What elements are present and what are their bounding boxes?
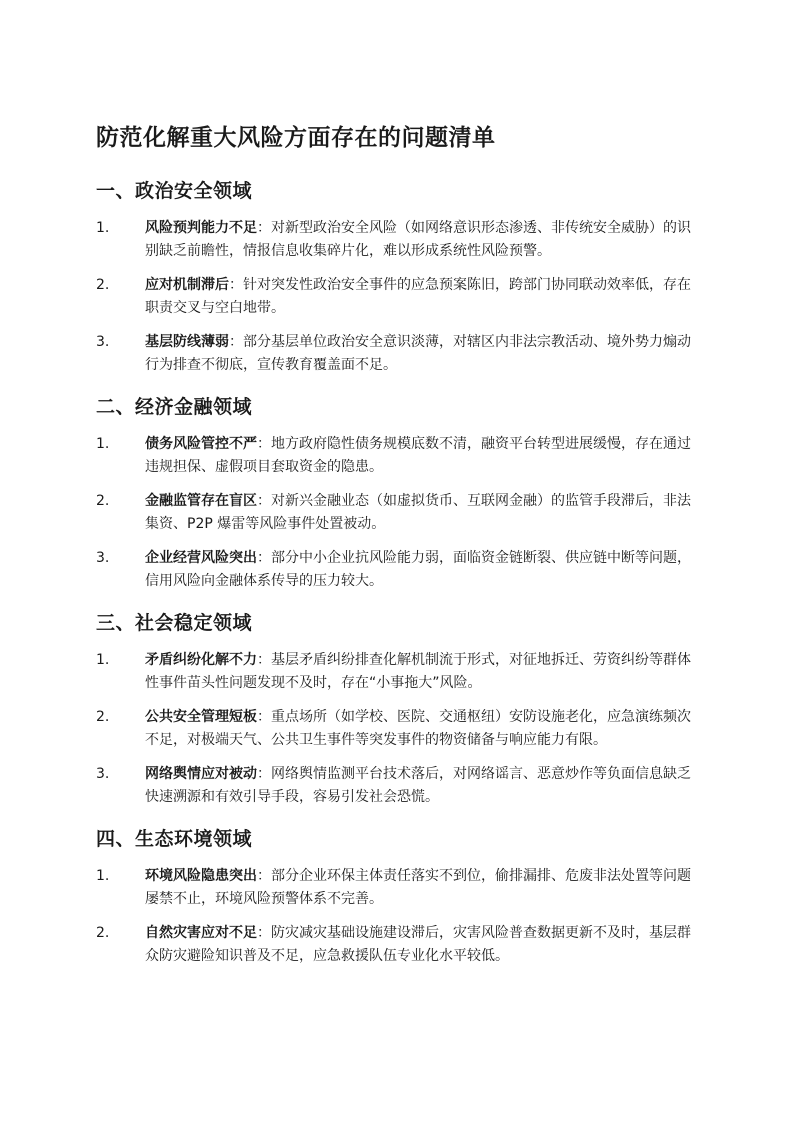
item-text: ：地方政府隐性债务规模底数不清，融资平台转型进展缓慢，存在通过违规担保、虚假项目套取资金的隐患。 bbox=[145, 436, 691, 475]
item-text: ：对新兴金融业态（如虚拟货币、互联网金融）的监管手段滞后，非法集资、P2P 爆雷等风险事件处置被动。 bbox=[145, 493, 691, 532]
list-item bbox=[96, 547, 698, 593]
item-label: 环境风险隐患突出 bbox=[145, 868, 257, 884]
item-number: 2. bbox=[96, 709, 110, 725]
list-item bbox=[96, 217, 698, 263]
item-number: 1. bbox=[96, 868, 110, 884]
section-heading: 四、生态环境领域 bbox=[96, 828, 253, 850]
section-heading: 一、政治安全领域 bbox=[96, 180, 253, 202]
issue-list bbox=[96, 217, 698, 377]
section-economic-financial bbox=[96, 393, 698, 593]
list-item bbox=[96, 865, 698, 911]
list-item bbox=[96, 706, 698, 752]
item-text: ：对新型政治安全风险（如网络意识形态渗透、非传统安全威胁）的识别缺乏前瞻性，情报信息收集碎片化，难以形成系统性风险预警。 bbox=[145, 220, 691, 259]
section-heading: 三、社会稳定领域 bbox=[96, 612, 253, 634]
section-social-stability bbox=[96, 609, 698, 809]
item-label: 网络舆情应对被动 bbox=[145, 766, 257, 782]
document-title: 防范化解重大风险方面存在的问题清单 bbox=[96, 125, 496, 151]
item-label: 基层防线薄弱 bbox=[145, 334, 229, 350]
list-item bbox=[96, 274, 698, 320]
item-number: 3. bbox=[96, 766, 110, 782]
issue-list bbox=[96, 649, 698, 809]
list-item bbox=[96, 763, 698, 809]
issue-list bbox=[96, 865, 698, 968]
item-text: ：部分基层单位政治安全意识淡薄，对辖区内非法宗教活动、境外势力煽动行为排查不彻底，宣传教育覆盖面不足。 bbox=[145, 334, 691, 373]
item-number: 1. bbox=[96, 220, 110, 236]
list-item bbox=[96, 922, 698, 968]
item-text: ：部分企业环保主体责任落实不到位，偷排漏排、危废非法处置等问题屡禁不止，环境风险预警体系不完善。 bbox=[145, 868, 691, 907]
item-number: 1. bbox=[96, 652, 110, 668]
item-number: 3. bbox=[96, 550, 110, 566]
item-label: 风险预判能力不足 bbox=[145, 220, 257, 236]
item-label: 应对机制滞后 bbox=[145, 277, 229, 293]
item-label: 矛盾纠纷化解不力 bbox=[145, 652, 257, 668]
item-label: 公共安全管理短板 bbox=[145, 709, 257, 725]
list-item bbox=[96, 649, 698, 695]
item-text: ：部分中小企业抗风险能力弱，面临资金链断裂、供应链中断等问题，信用风险向金融体系传导的压力较大。 bbox=[145, 550, 691, 589]
list-item bbox=[96, 490, 698, 536]
item-text: ：针对突发性政治安全事件的应急预案陈旧，跨部门协同联动效率低，存在职责交叉与空白地带。 bbox=[145, 277, 691, 316]
section-heading: 二、经济金融领域 bbox=[96, 396, 253, 418]
list-item bbox=[96, 331, 698, 377]
item-number: 1. bbox=[96, 436, 110, 452]
section-ecological-environment bbox=[96, 825, 698, 968]
list-item bbox=[96, 433, 698, 479]
item-label: 企业经营风险突出 bbox=[145, 550, 257, 566]
section-political-security bbox=[96, 177, 698, 377]
item-number: 2. bbox=[96, 925, 110, 941]
item-text: ：网络舆情监测平台技术落后，对网络谣言、恶意炒作等负面信息缺乏快速溯源和有效引导手段，容易引发社会恐慌。 bbox=[145, 766, 691, 805]
item-label: 金融监管存在盲区 bbox=[145, 493, 257, 509]
item-number: 2. bbox=[96, 277, 110, 293]
item-text: ：基层矛盾纠纷排查化解机制流于形式，对征地拆迁、劳资纠纷等群体性事件苗头性问题发现不及时，存在“小事拖大”风险。 bbox=[145, 652, 691, 691]
item-label: 债务风险管控不严 bbox=[145, 436, 257, 452]
item-number: 3. bbox=[96, 334, 110, 350]
issue-list bbox=[96, 433, 698, 593]
item-text: ：防灾减灾基础设施建设滞后，灾害风险普查数据更新不及时，基层群众防灾避险知识普及不足，应急救援队伍专业化水平较低。 bbox=[145, 925, 691, 964]
item-text: ：重点场所（如学校、医院、交通枢纽）安防设施老化，应急演练频次不足，对极端天气、公共卫生事件等突发事件的物资储备与响应能力有限。 bbox=[145, 709, 691, 748]
item-number: 2. bbox=[96, 493, 110, 509]
item-label: 自然灾害应对不足 bbox=[145, 925, 257, 941]
